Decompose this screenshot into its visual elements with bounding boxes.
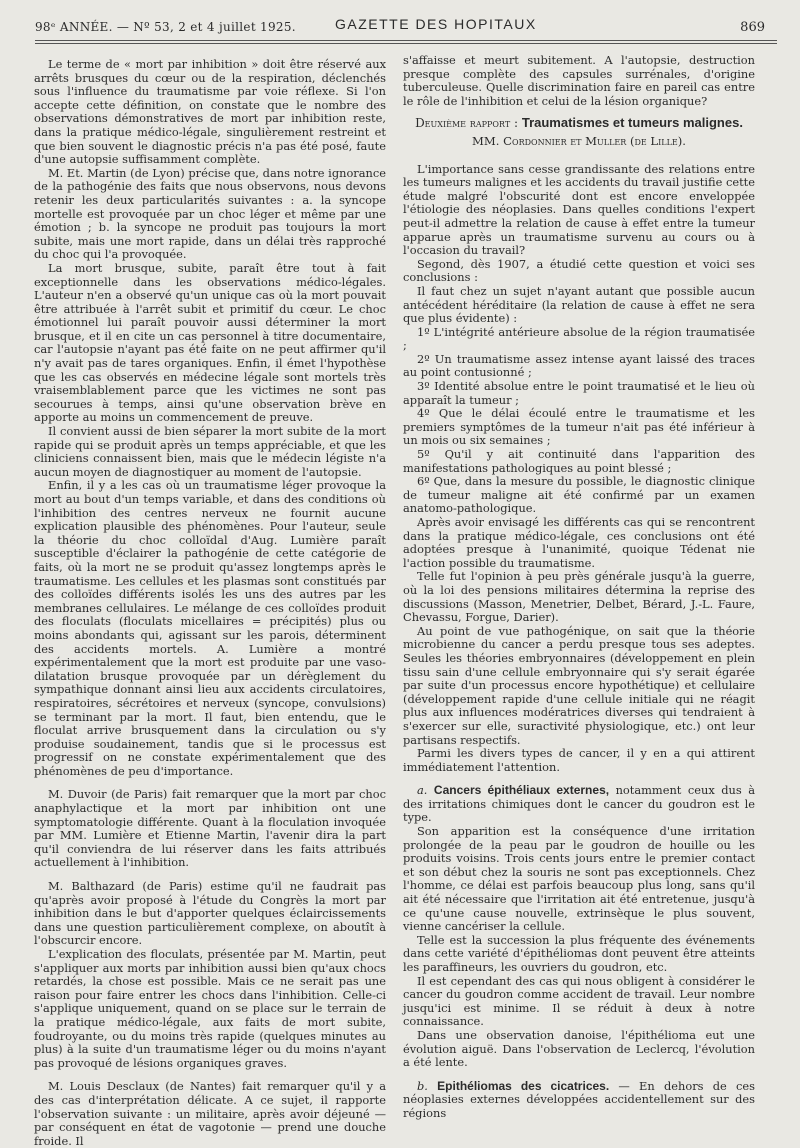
subsection-b xyxy=(403,1080,755,1121)
list-item: 3º Identité absolue entre le point traumatisé et le lieu où apparaît la tumeur ; xyxy=(403,379,755,407)
paragraph: Il faut chez un sujet n'ayant autant que possible aucun antécédent héréditaire (la relation de cause à effet ne sera que plus évidente) : xyxy=(403,283,755,326)
paragraph: s'affaisse et meurt subitement. A l'autopsie, destruction presque complète des capsules surrénales, d'origine tuberculeuse. Quelle discrimination faire en pareil cas entre le rôle de l'inhibition et celui de la lésion organique? xyxy=(403,53,755,108)
list-item: 2º Un traumatisme assez intense ayant laissé des traces au point contusionné ; xyxy=(403,351,755,380)
section-authors: MM. Cordonnier et Muller (de Lille). xyxy=(472,133,686,148)
paragraph: Telle est la succession la plus fréquente des événements dans cette variété d'épithéliomas dont peuvent être atteints les paraffineurs, les ouvriers du goudron, etc. xyxy=(403,932,755,974)
left-column xyxy=(34,58,386,1148)
paragraph: Il convient aussi de bien séparer la mort subite de la mort rapide qui se produit après un temps appréciable, et que les cliniciens connaissent bien, mais que le médecin légiste n'a aucun moyen de diagnostiquer au moment de l'autopsie. xyxy=(34,424,386,479)
right-column xyxy=(403,54,755,1121)
subsection-b-label: b. xyxy=(417,1078,428,1093)
paragraph: Il est cependant des cas qui nous obligent à considérer le cancer du goudron comme accident de travail. Leur nombre jusqu'ici est minime. Il se réduit à deux à notre connaissance. xyxy=(403,973,755,1029)
paragraph: Parmi les divers types de cancer, il y en a qui attirent immédiatement l'attention. xyxy=(403,746,755,774)
subsection-b-heading: Epithéliomas des cicatrices. xyxy=(437,1078,610,1093)
list-item: 6º Que, dans la mesure du possible, le diagnostic clinique de tumeur maligne ait été confirmé par un examen anatomo-pathologique. xyxy=(403,474,755,516)
paragraph: Son apparition est la conséquence d'une irritation prolongée de la peau par le goudron de houille ou les produits voisins. Trois cents jours entre le premier contact et son début chez la souris ne sont pas exceptionnels. Chez l'homme, ce délai est parfois beaucoup plus long, sans qu'il ait été nécessaire que l'irritation ait été entretenue, jusqu'à ce qu'une cause nouvelle, extrinsèque le plus souvent, vienne cancériser la cellule. xyxy=(403,824,755,934)
paragraph: Au point de vue pathogénique, on sait que la théorie microbienne du cancer a perdu presque tous ses adeptes. Seules les théories embryonnaires (développement en plein tissu sain d'une cellule embryonnaire qui s'y serait égarée par suite d'un processus encore hypothétique) et cellulaire (développement rapide d'une cellule initiale qui ne réagit plus aux influences modératrices diverses qui tendraient à s'exercer sur elle, suractivité physiologique, etc.) ont leur partisans respectifs. xyxy=(403,623,755,747)
paragraph: L'explication des floculats, présentée par M. Martin, peut s'appliquer aux morts par inhibition aussi bien qu'aux chocs retardés, la chose est possible. Mais ce ne serait pas une raison pour faire entrer les chocs dans l'inhibition. Celle-ci s'applique uniquement, quand on se place sur le terrain de la pratique médico-légale, aux faits de mort subite, foudroyante, ou du moins très rapide (quelques minutes au plus) à la suite d'un traumatisme léger ou du moins n'ayant pas provoqué de lésions organiques graves. xyxy=(34,947,386,1070)
list-item: 4º Que le délai écoulé entre le traumatisme et les premiers symptômes de la tumeur n'ait pas été inférieur à un mois ou six semaines ; xyxy=(403,406,755,448)
page-number: 869 xyxy=(740,20,765,35)
issue-info: 98ᵉ ANNÉE. — Nº 53, 2 et 4 juillet 1925. xyxy=(35,20,296,34)
paragraph: Après avoir envisagé les différents cas qui se rencontrent dans la pratique médico-légale, ces conclusions ont été adoptées presque à l'unanimité, quoique Tédenat nie l'action possible du traumatisme. xyxy=(403,515,755,570)
paragraph: L'importance sans cesse grandissante des relations entre les tumeurs malignes et les accidents du travail justifie cette étude malgré l'obscurité dont est encore enveloppée l'étiologie des néoplasies. Dans quelles conditions l'expert peut-il admettre la relation de cause à effet entre la tumeur apparue après un traumatisme survenu au cours ou à l'occasion du travail? xyxy=(403,161,755,258)
paragraph: M. Et. Martin (de Lyon) précise que, dans notre ignorance de la pathogénie des faits que nous observons, nous devons retenir les deux particularités suivantes : a. la syncope mortelle est provoquée par un choc léger et même par une émotion ; b. la syncope ne produit pas toujours la mort subite, mais une mort rapide, dans un délai très rapproché du choc qui l'a provoquée. xyxy=(34,165,386,262)
paragraph: M. Balthazard (de Paris) estime qu'il ne faudrait pas qu'après avoir proposé à l'étude du Congrès la mort par inhibition dans le but d'apporter quelques éclaircissements dans une question particulièrement complexe, on aboutît à l'obscurcir encore. xyxy=(34,879,386,948)
subsection-a-label: a. xyxy=(417,783,428,798)
running-header xyxy=(35,8,777,38)
subsection-a-text: notamment ceux dus à des irritations chimiques dont le cancer du goudron est le type. xyxy=(403,783,755,825)
paragraph: M. Louis Desclaux (de Nantes) fait remarquer qu'il y a des cas d'interprétation délicate. A ce sujet, il rapporte l'observation suivante : un militaire, après avoir déjeuné — par conséquent en état de vagotonie — prend une douche froide. Il xyxy=(34,1079,386,1148)
list-item: 5º Qu'il y ait continuité dans l'apparition des manifestations pathologiques au point blessé ; xyxy=(403,447,755,475)
subsection-a-heading: Cancers épithéliaux externes, xyxy=(433,783,610,798)
list-item: 1º L'intégrité antérieure absolue de la région traumatisée ; xyxy=(403,324,755,353)
paragraph: Telle fut l'opinion à peu près générale jusqu'à la guerre, où la loi des pensions militaires détermina la reprise des discussions (Masson, Menetrier, Delbet, Bérard, J.-L. Faure, Chevassu, Forgue, Darier). xyxy=(403,569,755,625)
paragraph: Le terme de « mort par inhibition » doit être réservé aux arrêts brusques du cœur ou de la respiration, déclenchés sous l'influence du traumatisme par voie réflexe. Si l'on accepte cette définition, on constate que le nombre des observations démonstratives de mort par inhibition reste, dans la pratique médico-légale, singulièrement restreint et que bien souvent le diagnostic précis n'a pas été posé, faute d'une autopsie suffisamment complète. xyxy=(34,57,386,167)
section-heading xyxy=(403,116,755,131)
section-title: Traumatismes et tumeurs malignes. xyxy=(521,115,743,131)
subsection-a xyxy=(403,784,755,825)
paragraph: M. Duvoir (de Paris) fait remarquer que la mort par choc anaphylactique et la mort par inhibition ont une symptomatologie différente. Quant à la floculation invoquée par MM. Lumière et Etienne Martin, l'avenir dira la part qu'il conviendra de lui réserver dans les faits attribués actuellement à l'inhibition. xyxy=(34,787,386,870)
subsection-b-text: — En dehors de ces néoplasies externes développées accidentellement sur des régions xyxy=(403,1078,755,1120)
paragraph: Enfin, il y a les cas où un traumatisme léger provoque la mort au bout d'un temps variable, et dans des conditions où l'inhibition des centres nerveux ne fournit aucune explication plausible des phénomènes. Pour l'auteur, seule la théorie du choc colloïdal d'Aug. Lumière paraît susceptible d'éclairer la pathogénie de cette catégorie de faits, où la mort ne se produit qu'assez longtemps après le traumatisme. Les cellules et les plasmas sont constitués par des colloïdes différents isolés les uns des autres par les membranes cellulaires. Le mélange de ces colloïdes produit des floculats (floculats micellaires = précipités) plus ou moins abondants qui, agissant sur les parois, déterminent des accidents mortels. A. Lumière a montré expérimentalement que la mort est produite par une vaso-dilatation brusque provoquée par un dérèglement du sympathique donnant ainsi lieu aux accidents circulatoires, respiratoires, sécrétoires et nerveux (syncope, convulsions) se terminant par la mort. Il faut, bien entendu, que le floculat arrive brusquement dans la circulation ou s'y produise soudainement, tandis que si le processus est progressif on ne constate expérimentalement que des phénomènes de peu d'importance. xyxy=(34,478,386,778)
paragraph: Segond, dès 1907, a étudié cette question et voici ses conclusions : xyxy=(403,256,755,285)
section-label: Deuxième rapport : xyxy=(415,116,519,131)
header-rule xyxy=(35,40,777,44)
paragraph: Dans une observation danoise, l'épithélioma eut une évolution aiguë. Dans l'observation de Leclercq, l'évolution a été lente. xyxy=(403,1027,755,1070)
journal-title: GAZETTE DES HOPITAUX xyxy=(335,16,537,32)
paragraph: La mort brusque, subite, paraît être tout à fait exceptionnelle dans les observations médico-légales. L'auteur n'en a observé qu'un unique cas où la mort pouvait être attribuée à l'arrêt subit et primitif du cœur. Le choc émotionnel lui paraît pouvoir aussi déterminer la mort brusque, et il en cite un cas personnel à titre documentaire, car l'autopsie n'ayant pas été faite on ne peut affirmer qu'il n'y avait pas de tares organiques. Enfin, il émet l'hypothèse que les cas observés en médecine légale sont mortels très vraisemblablement parce que les victimes ne sont pas secourues à temps, ainsi qu'une observation brève en apporte au moins un commencement de preuve. xyxy=(34,260,386,425)
